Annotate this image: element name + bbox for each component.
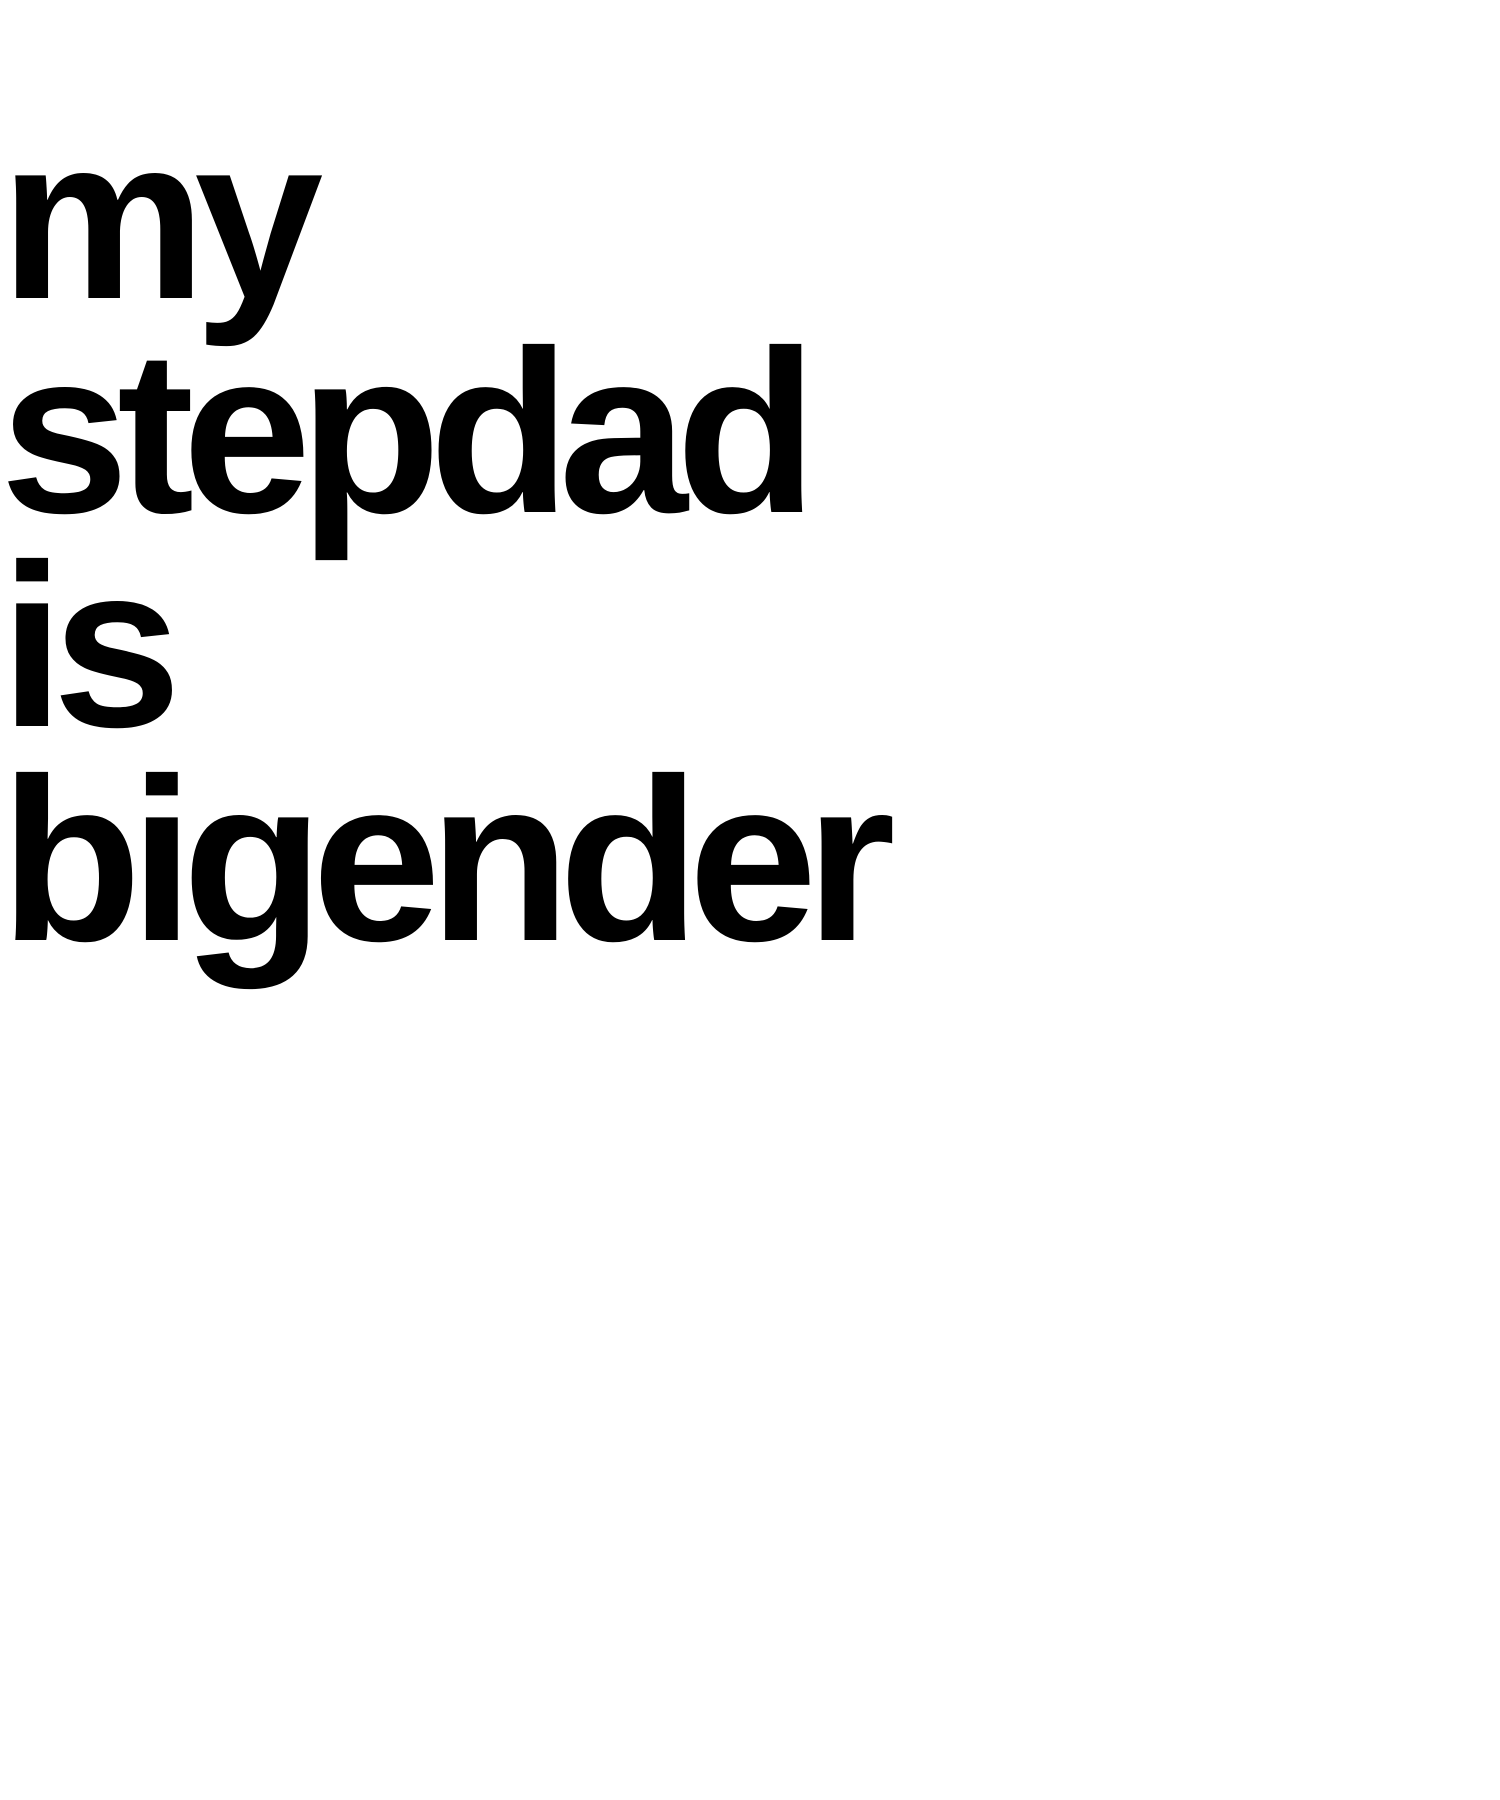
- headline-line-3: is: [0, 517, 170, 776]
- headline: [0, 89, 884, 990]
- headline-line-2: stepdad: [0, 303, 806, 562]
- headline-line-4: bigender: [0, 731, 884, 990]
- headline-line-1: my: [0, 89, 312, 348]
